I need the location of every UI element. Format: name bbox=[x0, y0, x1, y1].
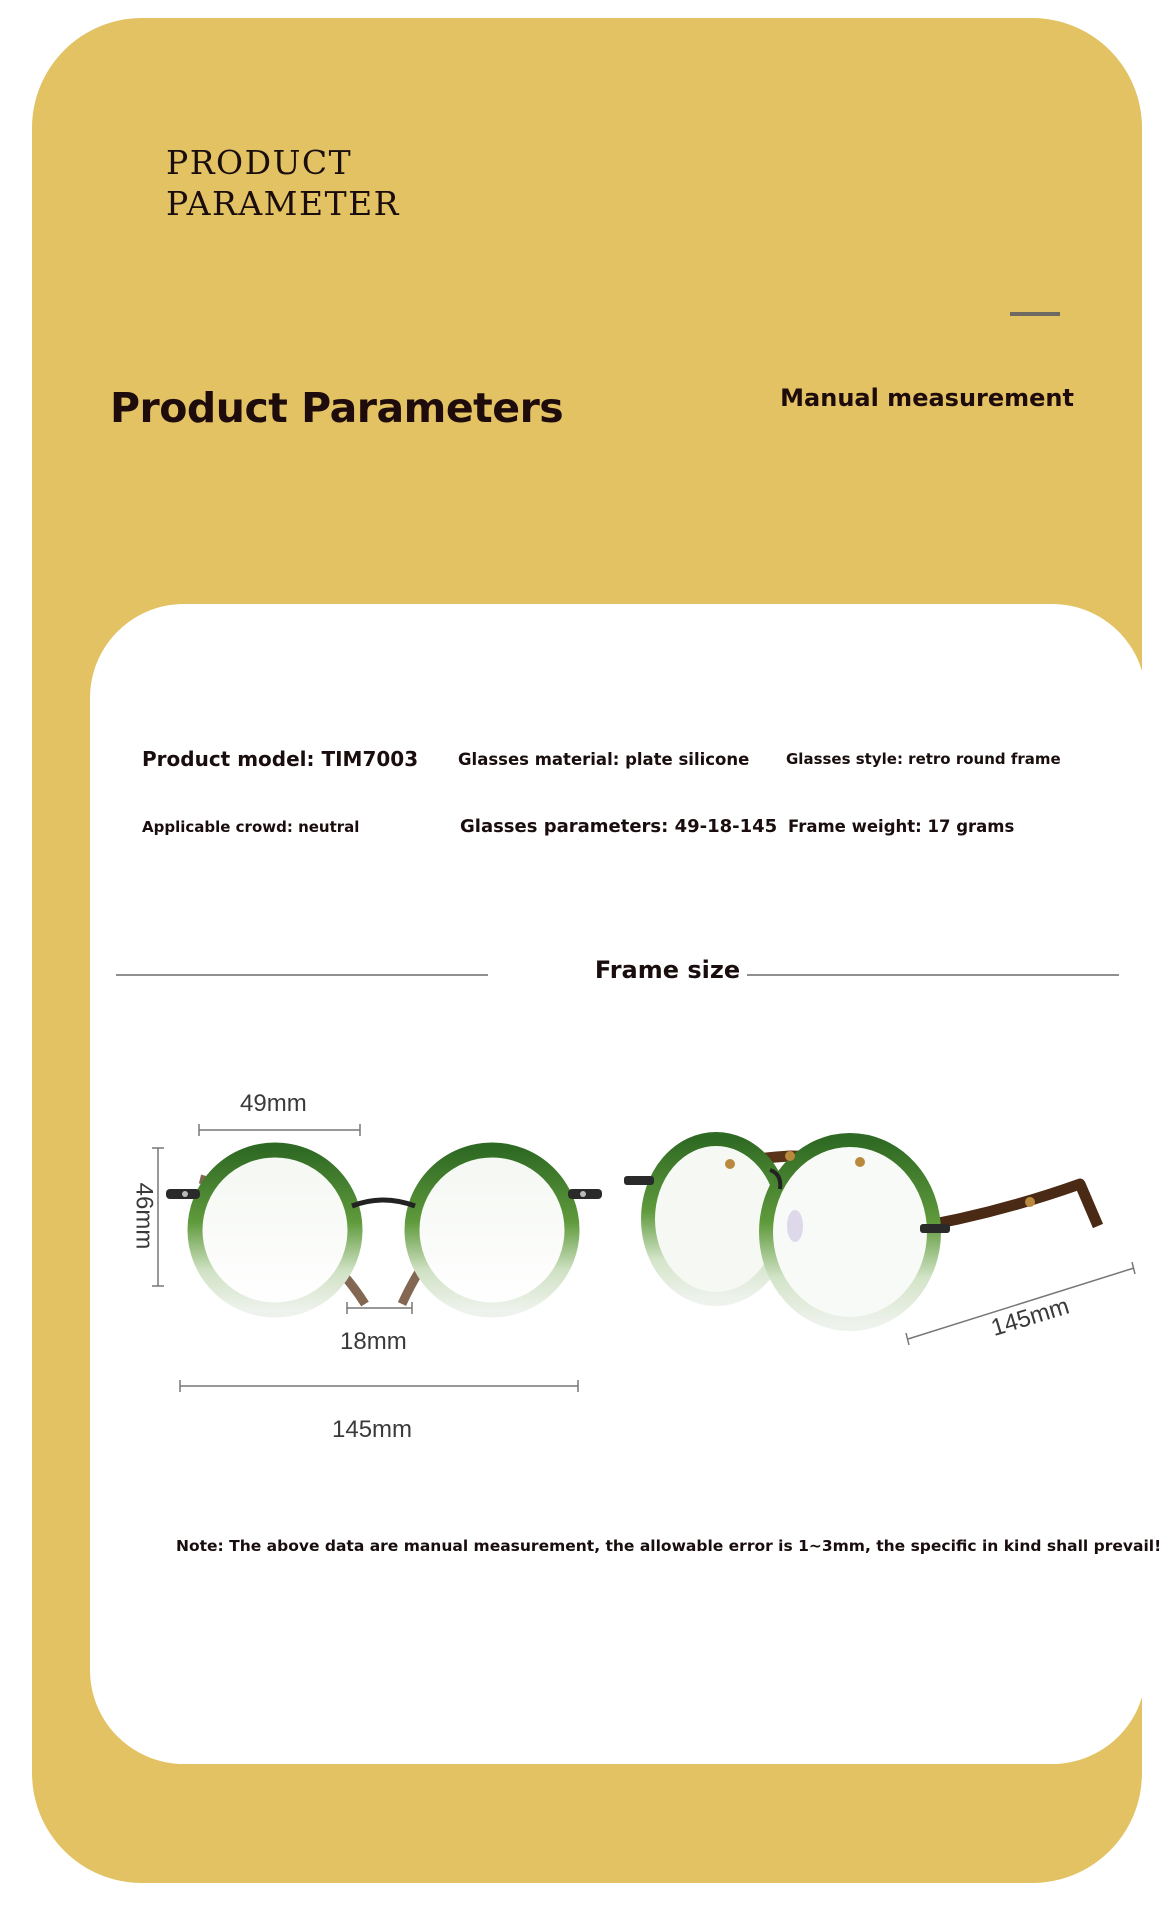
param-glasses-style: Glasses style: retro round frame bbox=[786, 750, 1061, 768]
section-label bbox=[166, 142, 400, 224]
label-temple-length: 145mm bbox=[988, 1292, 1073, 1342]
page-title: Product Parameters bbox=[110, 384, 564, 432]
label-lens-height: 46mm bbox=[130, 1182, 158, 1250]
param-glasses-material: Glasses material: plate silicone bbox=[458, 750, 750, 769]
frame-size-title: Frame size bbox=[594, 956, 741, 984]
decorative-dash bbox=[1010, 312, 1060, 316]
yellow-panel bbox=[32, 18, 1162, 1883]
measurement-note: Note: The above data are manual measurement, the allowable error is 1~3mm, the specific in kind shall prevail! bbox=[176, 1537, 1162, 1555]
param-product-model: Product model: TIM7003 bbox=[142, 747, 419, 771]
param-frame-weight: Frame weight: 17 grams bbox=[788, 817, 1015, 836]
subtitle: Manual measurement bbox=[780, 384, 1074, 412]
section-label-line1: PRODUCT bbox=[166, 143, 353, 182]
label-lens-width: 49mm bbox=[240, 1090, 307, 1117]
section-label-line2: PARAMETER bbox=[166, 184, 401, 223]
param-glasses-parameters: Glasses parameters: 49-18-145 bbox=[460, 816, 778, 837]
label-bridge: 18mm bbox=[340, 1328, 407, 1355]
param-applicable-crowd: Applicable crowd: neutral bbox=[142, 818, 360, 836]
parameter-card bbox=[90, 604, 1162, 1764]
label-total-width: 145mm bbox=[332, 1416, 413, 1443]
side-view-glasses bbox=[90, 604, 1162, 1764]
